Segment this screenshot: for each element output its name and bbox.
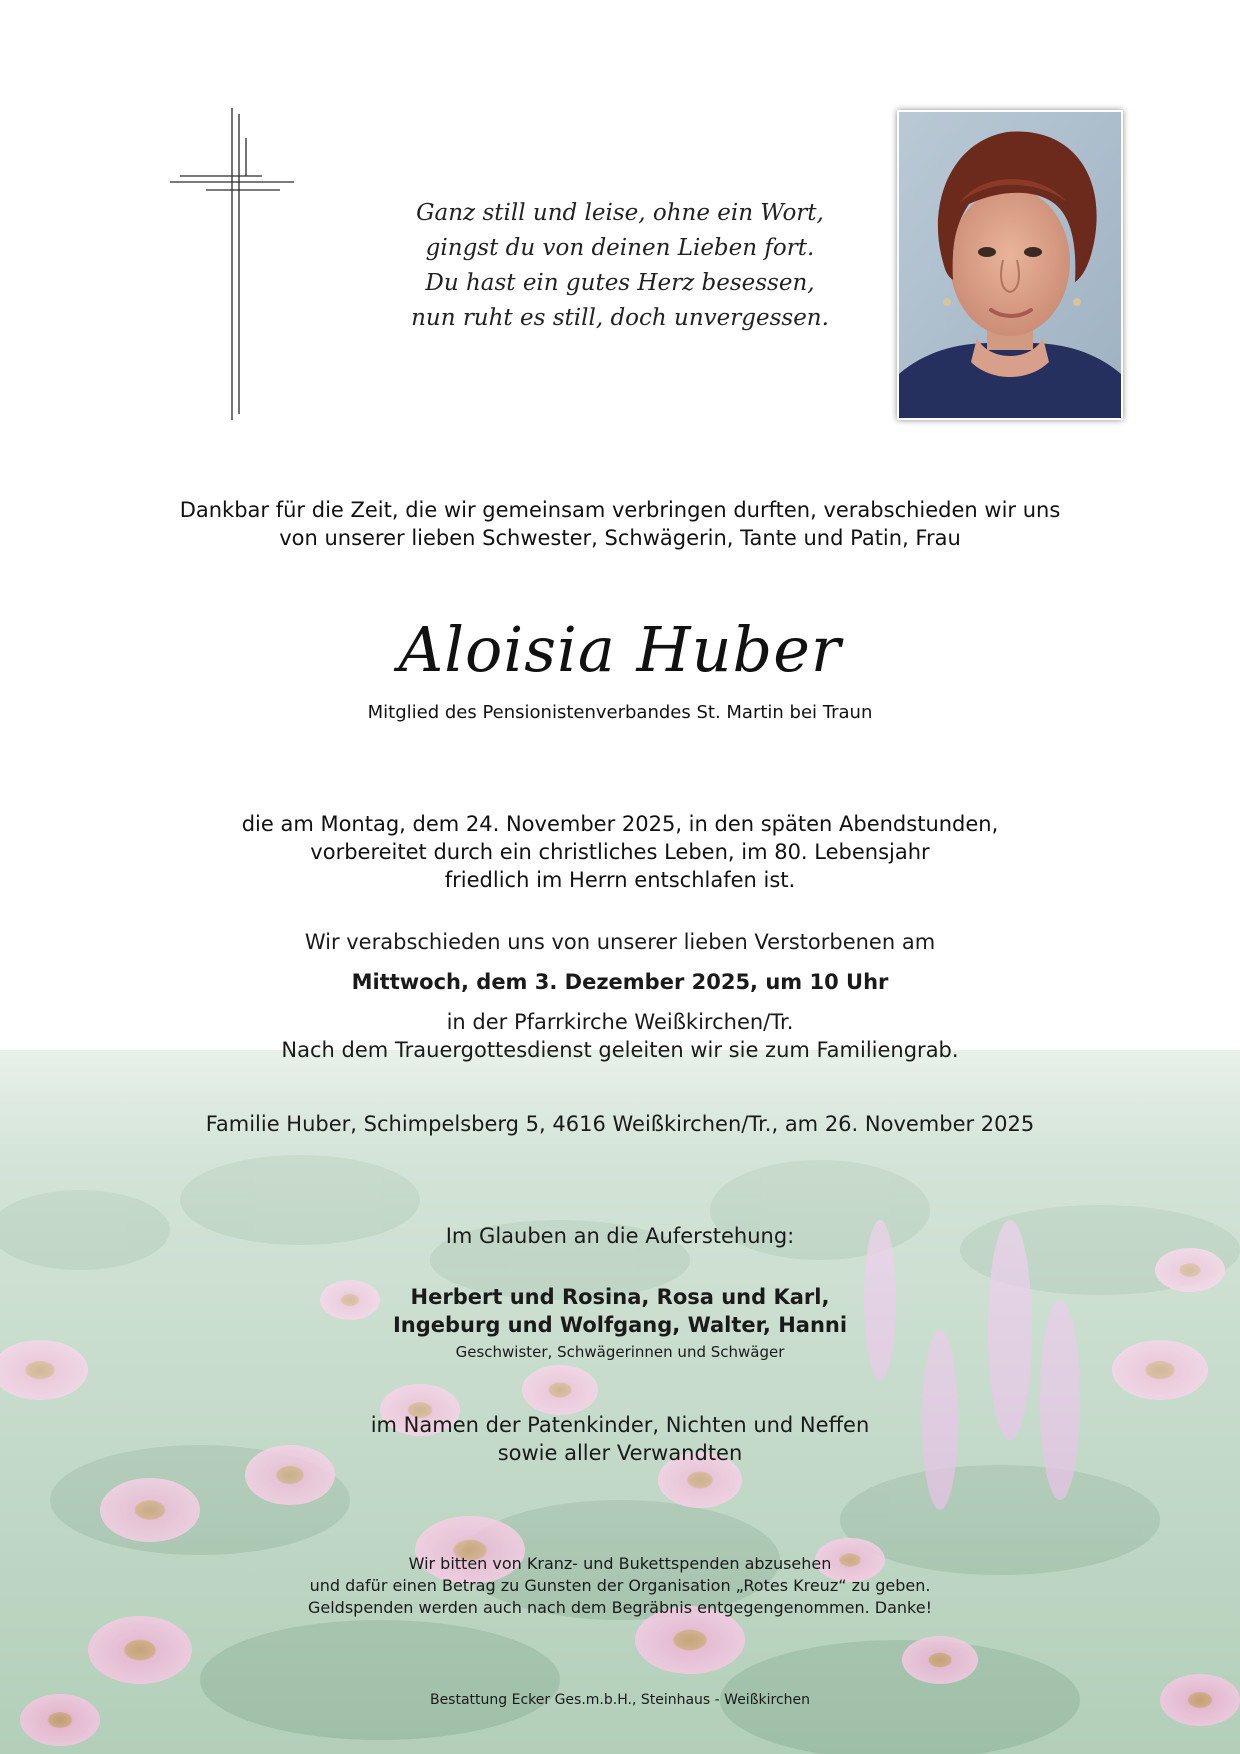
family-address: Familie Huber, Schimpelsberg 5, 4616 Weißkirchen/Tr., am 26. November 2025 bbox=[205, 1112, 1035, 1136]
poem-line: Ganz still und leise, ohne ein Wort, bbox=[416, 200, 824, 226]
godchildren-line: im Namen der Patenkinder, Nichten und Neffen bbox=[370, 1413, 870, 1437]
poem-line: nun ruht es still, doch unvergessen. bbox=[411, 305, 829, 331]
donation-line: und dafür einen Betrag zu Gunsten der Organisation „Rotes Kreuz“ zu geben. bbox=[309, 1576, 931, 1595]
donation-request bbox=[0, 1553, 1240, 1619]
death-line: vorbereitet durch ein christliches Leben, im 80. Lebensjahr bbox=[310, 840, 930, 864]
membership-text: Mitglied des Pensionistenverbandes St. Martin bei Traun bbox=[367, 702, 873, 723]
service-place bbox=[0, 1008, 1240, 1064]
donation-line: Geldspenden werden auch nach dem Begräbnis entgegengenommen. Danke! bbox=[307, 1598, 932, 1617]
service-place-line: in der Pfarrkirche Weißkirchen/Tr. bbox=[446, 1010, 794, 1034]
service-place-line: Nach dem Trauergottesdienst geleiten wir sie zum Familiengrab. bbox=[281, 1038, 959, 1062]
death-notice bbox=[0, 810, 1240, 894]
service-date: Mittwoch, dem 3. Dezember 2025, um 10 Uhr bbox=[351, 970, 889, 994]
faith-text: Im Glauben an die Auferstehung: bbox=[445, 1224, 795, 1248]
deceased-name: Aloisia Huber bbox=[398, 613, 842, 686]
relatives-line: Herbert und Rosina, Rosa und Karl, bbox=[410, 1285, 830, 1309]
godchildren-line: sowie aller Verwandten bbox=[497, 1441, 743, 1465]
death-line: die am Montag, dem 24. November 2025, in den späten Abendstunden, bbox=[241, 812, 999, 836]
death-line: friedlich im Herrn entschlafen ist. bbox=[444, 868, 796, 892]
relatives-line: Ingeburg und Wolfgang, Walter, Hanni bbox=[392, 1313, 848, 1337]
intro-line: Dankbar für die Zeit, die wir gemeinsam verbringen durften, verabschieden wir uns bbox=[179, 498, 1061, 522]
relatives-note: Geschwister, Schwägerinnen und Schwäger bbox=[455, 1343, 785, 1361]
relatives-names bbox=[0, 1283, 1240, 1339]
godchildren-text bbox=[0, 1411, 1240, 1467]
poem-line: gingst du von deinen Lieben fort. bbox=[425, 235, 815, 261]
undertaker-credit: Bestattung Ecker Ges.m.b.H., Steinhaus - Weißkirchen bbox=[429, 1692, 811, 1708]
farewell-text: Wir verabschieden uns von unserer lieben Verstorbenen am bbox=[304, 930, 936, 954]
portrait-photo bbox=[897, 110, 1123, 420]
portrait-illustration bbox=[899, 112, 1121, 418]
poem-line: Du hast ein gutes Herz besessen, bbox=[425, 270, 815, 296]
intro-line: von unserer lieben Schwester, Schwägerin, Tante und Patin, Frau bbox=[279, 526, 961, 550]
donation-line: Wir bitten von Kranz- und Bukettspenden abzusehen bbox=[408, 1554, 832, 1573]
intro-text bbox=[0, 496, 1240, 552]
